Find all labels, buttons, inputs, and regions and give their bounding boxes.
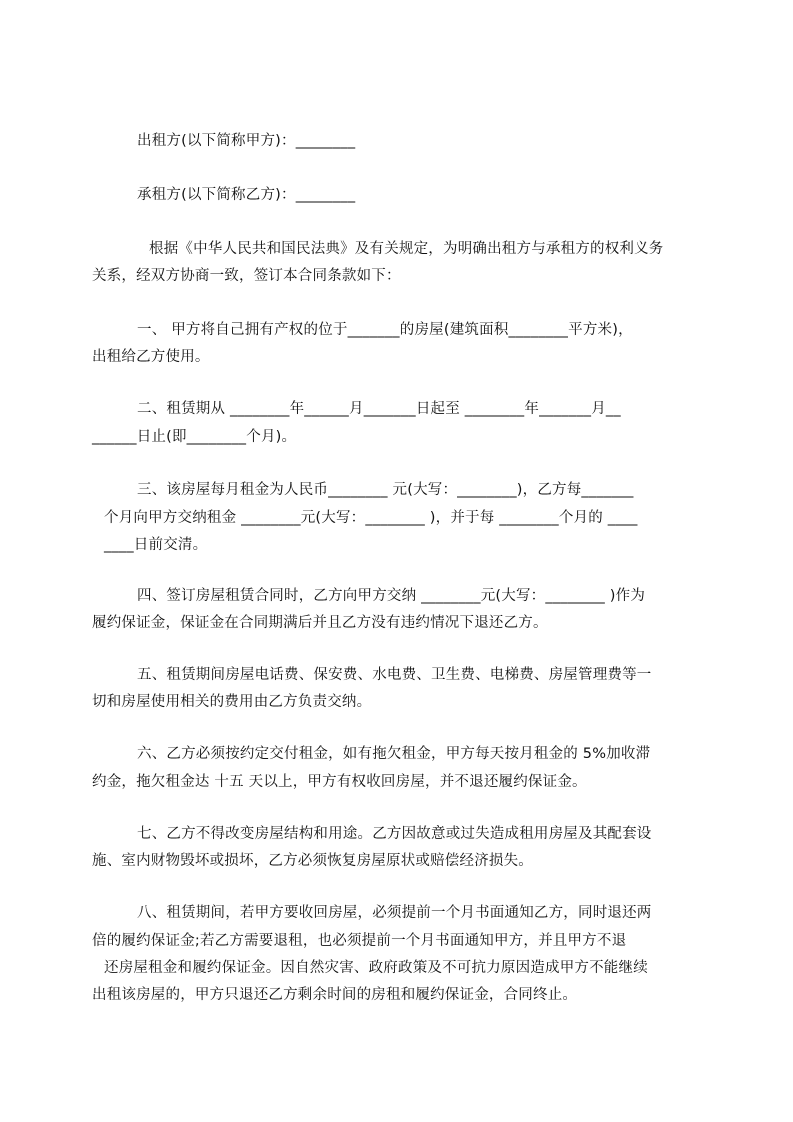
clause-5-line-2: 切和房屋使用相关的费用由乙方负责交纳。 — [92, 694, 372, 710]
clause-6-line-2: 约金，拖欠租金达 十五 天以上，甲方有权收回房屋，并不退还履约保证金。 — [92, 774, 587, 790]
clause-2-line-2: ______日止(即________个月)。 — [92, 429, 297, 445]
preamble-line-1: 根据《中华人民共和国民法典》及有关规定，为明确出租方与承租方的权利义务 — [149, 241, 664, 257]
clause-6-line-1: 六、乙方必须按约定交付租金，如有拖欠租金，甲方每天按月租金的 5%加收滞 — [137, 746, 651, 762]
clause-3-line-1: 三、该房屋每月租金为人民币________ 元(大写：________)，乙方每_______ — [137, 482, 634, 498]
clause-7-line-2: 施、室内财物毁坏或损坏，乙方必须恢复房屋原状或赔偿经济损失。 — [92, 853, 533, 869]
clause-8-line-4: 出租该房屋的，甲方只退还乙方剩余时间的房租和履约保证金，合同终止。 — [92, 987, 578, 1003]
clause-2-line-1: 二、租赁期从 ________年______月_______日起至 ________年_______月__ — [137, 401, 621, 417]
preamble-line-2: 关系，经双方协商一致，签订本合同条款如下： — [92, 268, 401, 284]
clause-3-line-3: ____日前交清。 — [104, 537, 208, 553]
clause-8-line-3: 还房屋租金和履约保证金。因自然灾害、政府政策及不可抗力原因造成甲方不能继续 — [104, 960, 648, 976]
clause-8-line-1: 八、租赁期间，若甲方要收回房屋，必须提前一个月书面通知乙方，同时退还两 — [137, 905, 652, 921]
clause-4-line-1: 四、签订房屋租赁合同时，乙方向甲方交纳 ________元(大写：________ )作为 — [137, 588, 646, 604]
clause-3-line-2: 个月向甲方交纳租金 ________元(大写：________ )，并于每 ________个月的 ____ — [104, 510, 638, 526]
clause-5-line-1: 五、租赁期间房屋电话费、保安费、水电费、卫生费、电梯费、房屋管理费等一 — [137, 667, 652, 683]
clause-7-line-1: 七、乙方不得改变房屋结构和用途。乙方因故意或过失造成租用房屋及其配套设 — [137, 826, 652, 842]
lessor-line: 出租方(以下简称甲方)：________ — [137, 133, 356, 149]
clause-1-line-2: 出租给乙方使用。 — [92, 349, 210, 365]
clause-8-line-2: 倍的履约保证金;若乙方需要退租，也必须提前一个月书面通知甲方，并且甲方不退 — [92, 933, 627, 949]
clause-4-line-2: 履约保证金，保证金在合同期满后并且乙方没有违约情况下退还乙方。 — [92, 615, 548, 631]
lessee-line: 承租方(以下简称乙方)：________ — [137, 187, 356, 203]
clause-1-line-1: 一、 甲方将自己拥有产权的位于_______的房屋(建筑面积________平方米)， — [137, 322, 633, 338]
